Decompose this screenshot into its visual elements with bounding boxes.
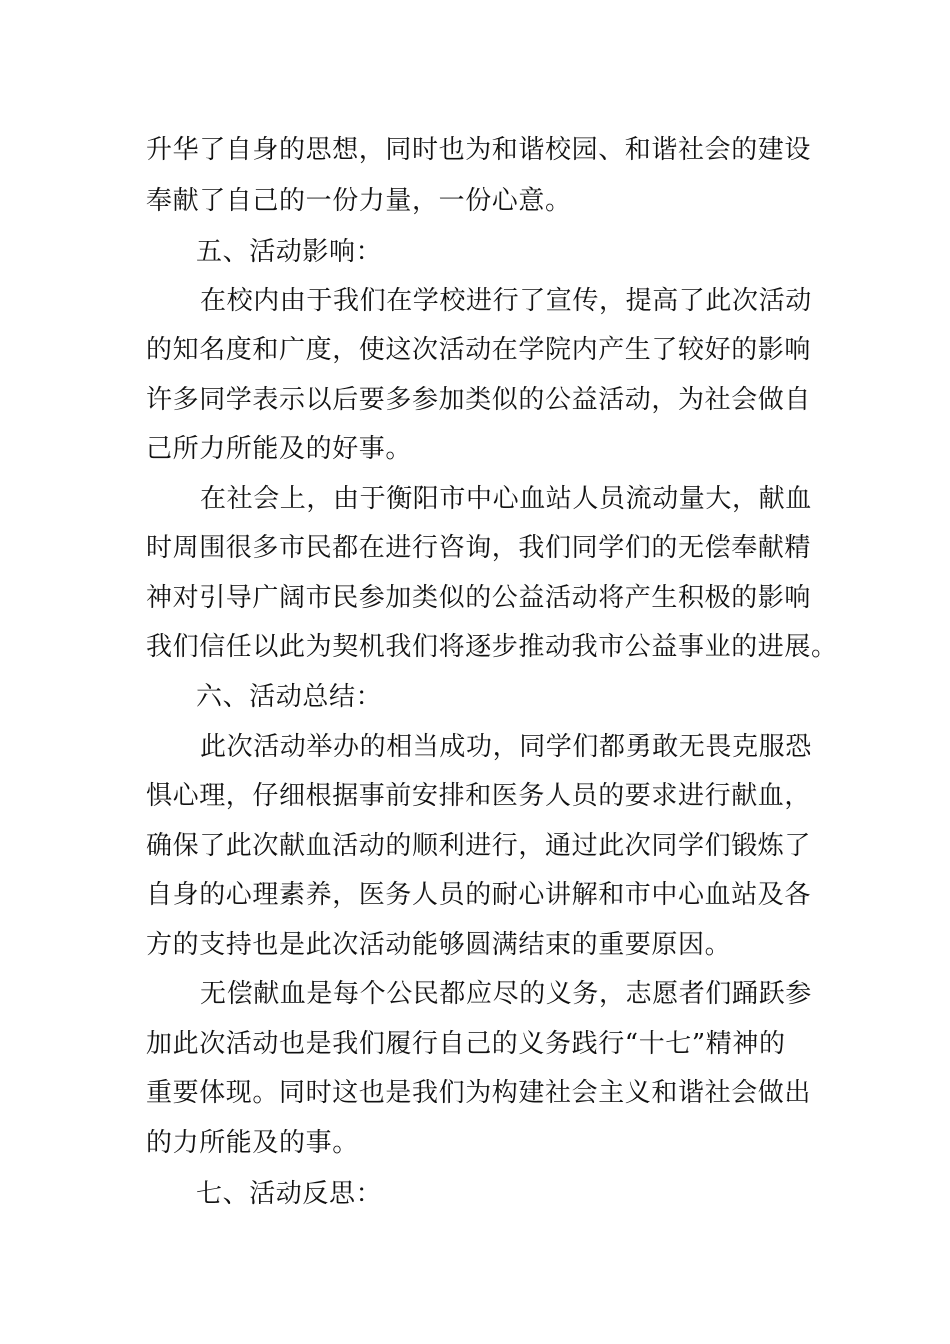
paragraph-line: 此次活动举办的相当成功，同学们都勇敢无畏克服恐	[200, 732, 812, 762]
paragraph-line: 在校内由于我们在学校进行了宣传，提高了此次活动	[200, 286, 812, 316]
paragraph-line: 确保了此次献血活动的顺利进行，通过此次同学们锻炼了	[146, 831, 812, 861]
paragraph-line: 时周围很多市民都在进行咨询，我们同学们的无偿奉献精	[146, 533, 812, 563]
paragraph-line: 方的支持也是此次活动能够圆满结束的重要原因。	[146, 930, 732, 960]
paragraph-line: 升华了自身的思想，同时也为和谐校园、和谐社会的建设	[146, 135, 812, 165]
paragraph-line: 己所力所能及的好事。	[146, 434, 413, 464]
paragraph-line: 加此次活动也是我们履行自己的义务践行“十七”精神的	[146, 1029, 786, 1059]
paragraph-line: 我们信任以此为契机我们将逐步推动我市公益事业的进展。	[146, 632, 838, 662]
paragraph-line: 的知名度和广度，使这次活动在学院内产生了较好的影响	[146, 335, 812, 365]
paragraph-line: 惧心理，仔细根据事前安排和医务人员的要求进行献血，	[146, 781, 812, 811]
section-heading-impact: 五、活动影响：	[196, 237, 383, 267]
paragraph-line: 重要体现。同时这也是我们为构建社会主义和谐社会做出	[146, 1078, 812, 1108]
paragraph-line: 自身的心理素养，医务人员的耐心讲解和市中心血站及各	[146, 880, 812, 910]
paragraph-line: 许多同学表示以后要多参加类似的公益活动，为社会做自	[146, 385, 812, 415]
section-heading-reflection: 七、活动反思：	[196, 1179, 383, 1209]
section-heading-summary: 六、活动总结：	[196, 682, 383, 712]
paragraph-line: 在社会上，由于衡阳市中心血站人员流动量大，献血	[200, 484, 812, 514]
paragraph-line: 的力所能及的事。	[146, 1128, 359, 1158]
paragraph-line: 无偿献血是每个公民都应尽的义务，志愿者们踊跃参	[200, 979, 812, 1009]
paragraph-line: 神对引导广阔市民参加类似的公益活动将产生积极的影响	[146, 583, 812, 613]
paragraph-line: 奉献了自己的一份力量，一份心意。	[146, 186, 572, 216]
